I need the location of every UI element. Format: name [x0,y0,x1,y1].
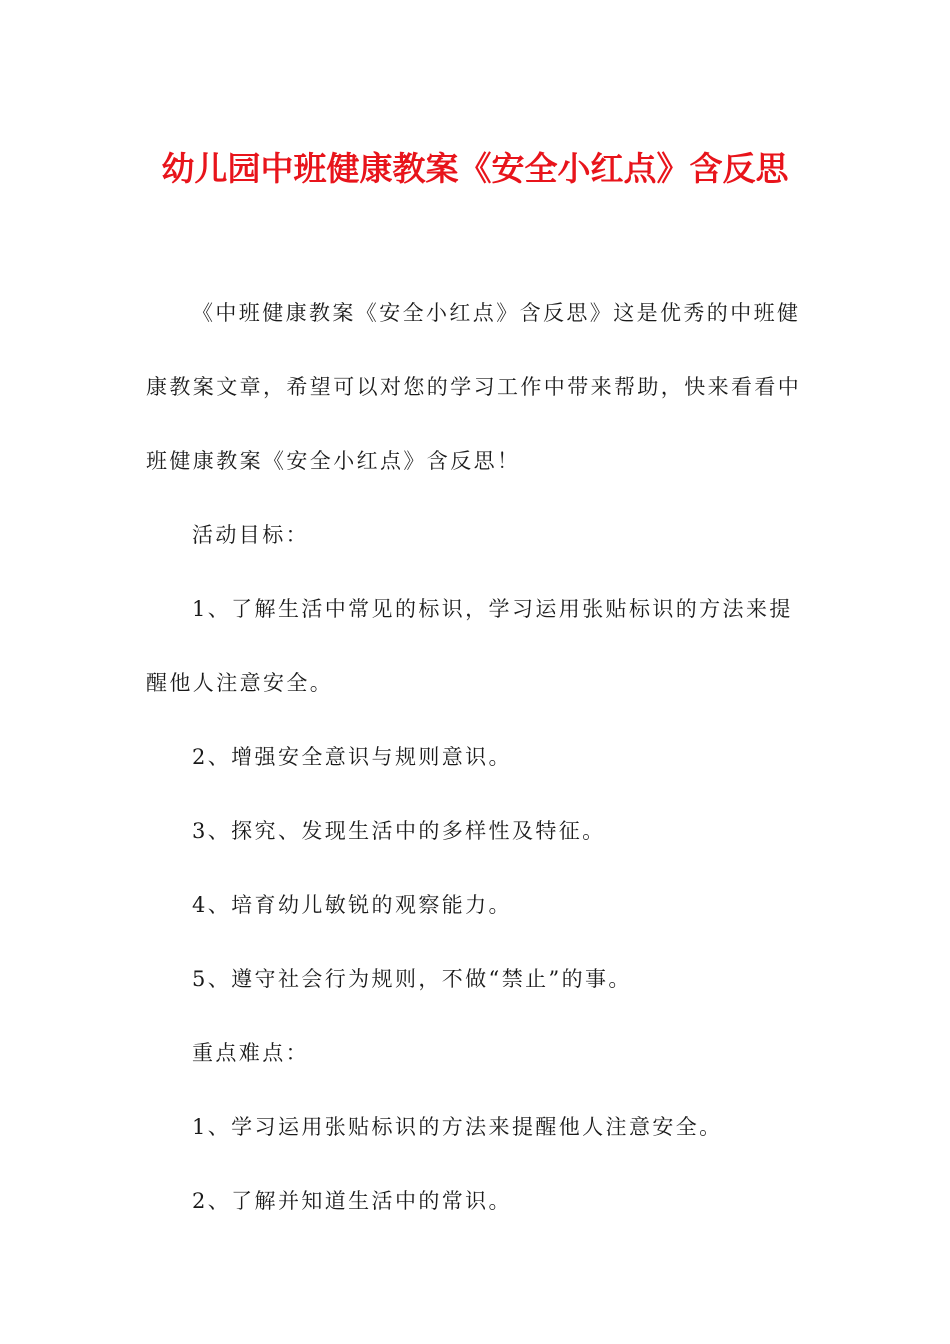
intro-paragraph: 《中班健康教案《安全小红点》含反思》这是优秀的中班健康教案文章，希望可以对您的学习工作中带来帮助，快来看看中班健康教案《安全小红点》含反思！ [146,301,802,473]
key-point-item-2: 2、了解并知道生活中的常识。 [192,1189,512,1213]
document-body [146,276,806,1238]
goal-item-5: 5、遵守社会行为规则，不做“禁止”的事。 [192,967,632,991]
goal-item-4: 4、培育幼儿敏锐的观察能力。 [192,893,512,917]
key-point-item-1: 1、学习运用张贴标识的方法来提醒他人注意安全。 [192,1115,723,1139]
goal-item-1: 1、了解生活中常见的标识，学习运用张贴标识的方法来提醒他人注意安全。 [146,597,793,695]
document-title: 幼儿园中班健康教案《安全小红点》含反思 [161,149,789,188]
goal-item-3: 3、探究、发现生活中的多样性及特征。 [192,819,606,843]
key-points-heading: 重点难点： [192,1041,309,1065]
goals-heading: 活动目标： [192,523,309,547]
goal-item-2: 2、增强安全意识与规则意识。 [192,745,512,769]
